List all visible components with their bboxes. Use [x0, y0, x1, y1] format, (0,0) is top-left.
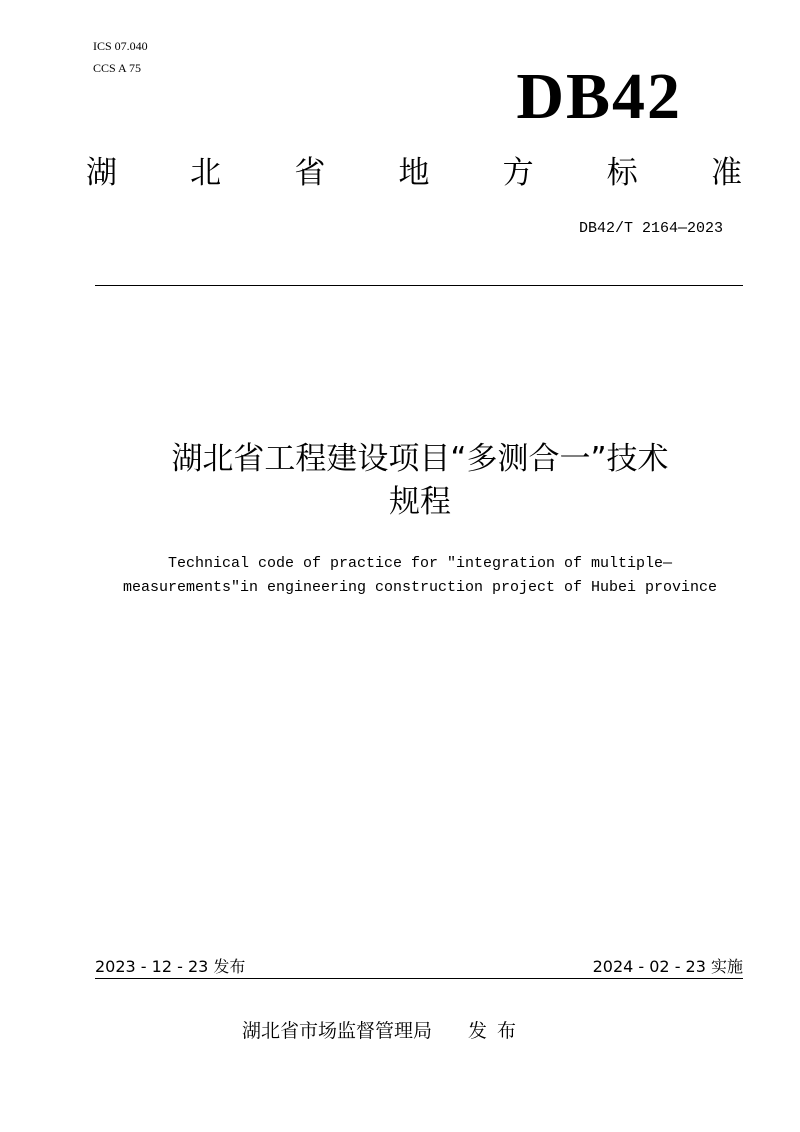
standard-type-heading — [86, 153, 742, 193]
implementation-date: 2024 - 02 - 23 实施 — [592, 957, 743, 976]
chinese-title — [0, 438, 800, 524]
standard-code: DB42/T 2164—2023 — [578, 220, 723, 237]
english-title-line1: Technical code of practice for "integration of multiple— — [167, 555, 673, 572]
heading-char: 地 — [398, 155, 430, 191]
publisher — [242, 1018, 526, 1044]
publisher-name: 湖北省市场监督管理局 — [242, 1020, 433, 1042]
ccs-code: CCS A 75 — [93, 61, 142, 75]
heading-char: 湖 — [86, 155, 117, 191]
heading-char: 准 — [710, 155, 742, 191]
issue-date: 2023 - 12 - 23 发布 — [95, 957, 246, 976]
publish-action: 发布 — [468, 1020, 527, 1042]
heading-char: 省 — [294, 155, 326, 191]
ics-code: ICS 07.040 — [93, 39, 148, 53]
bottom-divider — [95, 978, 743, 979]
chinese-title-line1: 湖北省工程建设项目“多测合一”技术 — [171, 441, 669, 477]
db42-logo: DB42 — [516, 60, 682, 133]
heading-char: 标 — [606, 155, 638, 191]
english-title — [0, 552, 800, 600]
chinese-title-line2: 规程 — [389, 484, 451, 520]
english-title-line2: measurements"in engineering construction project of Hubei province — [122, 579, 718, 596]
top-divider — [95, 285, 743, 286]
heading-char: 北 — [190, 155, 222, 191]
heading-char: 方 — [502, 155, 534, 191]
